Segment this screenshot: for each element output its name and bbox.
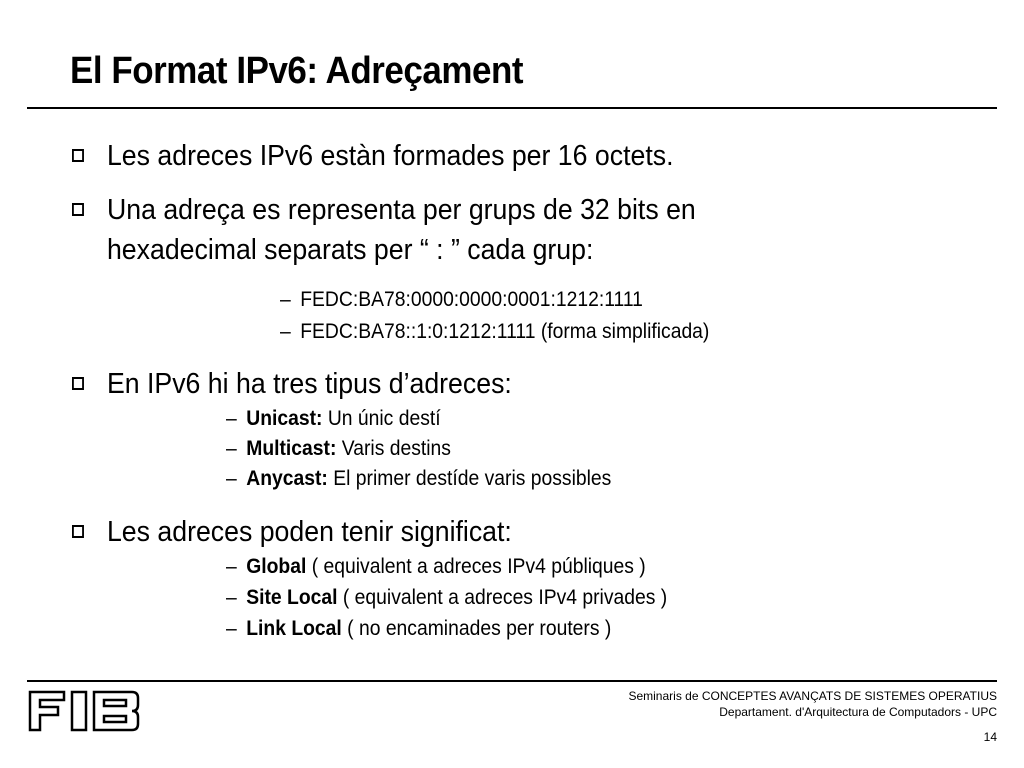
- footer-department: Departament. d'Arquitectura de Computadors - UPC: [719, 705, 997, 719]
- type-term: Multicast:: [246, 437, 337, 460]
- example-address: [280, 286, 643, 314]
- scope-desc: ( no encaminades per routers ): [341, 617, 612, 640]
- type-item: [226, 465, 611, 493]
- dash-marker: –: [226, 437, 237, 460]
- bullet-text: Les adreces poden tenir significat:: [106, 516, 512, 548]
- scope-item: [226, 584, 667, 612]
- scope-term: Global: [246, 555, 307, 578]
- scope-term: Link Local: [246, 617, 342, 640]
- scope-desc: ( equivalent a adreces IPv4 privades ): [337, 586, 668, 609]
- type-desc: El primer destíde varis possibles: [327, 467, 612, 490]
- bullet-text: Una adreça es representa per grups de 32 bits en hexadecimal separats per “ : ” cada grup:: [106, 194, 696, 266]
- type-item: [226, 405, 441, 433]
- page-number: 14: [983, 730, 997, 744]
- dash-marker: –: [280, 320, 291, 343]
- square-bullet-icon: [72, 377, 84, 390]
- dash-marker: –: [226, 555, 237, 578]
- example-text: FEDC:BA78::1:0:1212:1111 (forma simplificada): [300, 320, 710, 343]
- footer-course: Seminaris de CONCEPTES AVANÇATS DE SISTEMES OPERATIUS: [628, 689, 997, 703]
- square-bullet-icon: [72, 525, 84, 538]
- footer-divider: [27, 680, 997, 682]
- type-item: [226, 435, 451, 463]
- bullet-text: En IPv6 hi ha tres tipus d’adreces:: [106, 368, 512, 400]
- dash-marker: –: [226, 467, 237, 490]
- type-desc: Un únic destí: [322, 407, 441, 430]
- example-address: [280, 318, 709, 346]
- scope-item: [226, 553, 646, 581]
- dash-marker: –: [226, 617, 237, 640]
- type-desc: Varis destins: [336, 437, 451, 460]
- dash-marker: –: [280, 288, 291, 311]
- square-bullet-icon: [72, 203, 84, 216]
- slide-title: El Format IPv6: Adreçament: [70, 50, 524, 92]
- dash-marker: –: [226, 586, 237, 609]
- square-bullet-icon: [72, 149, 84, 162]
- scope-item: [226, 615, 611, 643]
- dash-marker: –: [226, 407, 237, 430]
- bullet-item: [72, 364, 863, 404]
- type-term: Anycast:: [246, 467, 328, 490]
- scope-desc: ( equivalent a adreces IPv4 públiques ): [306, 555, 646, 578]
- bullet-item: [72, 512, 863, 552]
- scope-term: Site Local: [246, 586, 338, 609]
- bullet-item: [72, 136, 863, 176]
- example-text: FEDC:BA78:0000:0000:0001:1212:1111: [300, 288, 643, 311]
- type-term: Unicast:: [246, 407, 323, 430]
- bullet-item: [72, 190, 826, 270]
- title-divider: [27, 107, 997, 109]
- footer-info: [628, 688, 997, 720]
- bullet-text: Les adreces IPv6 estàn formades per 16 octets.: [106, 140, 674, 172]
- fib-logo-icon: [28, 690, 140, 732]
